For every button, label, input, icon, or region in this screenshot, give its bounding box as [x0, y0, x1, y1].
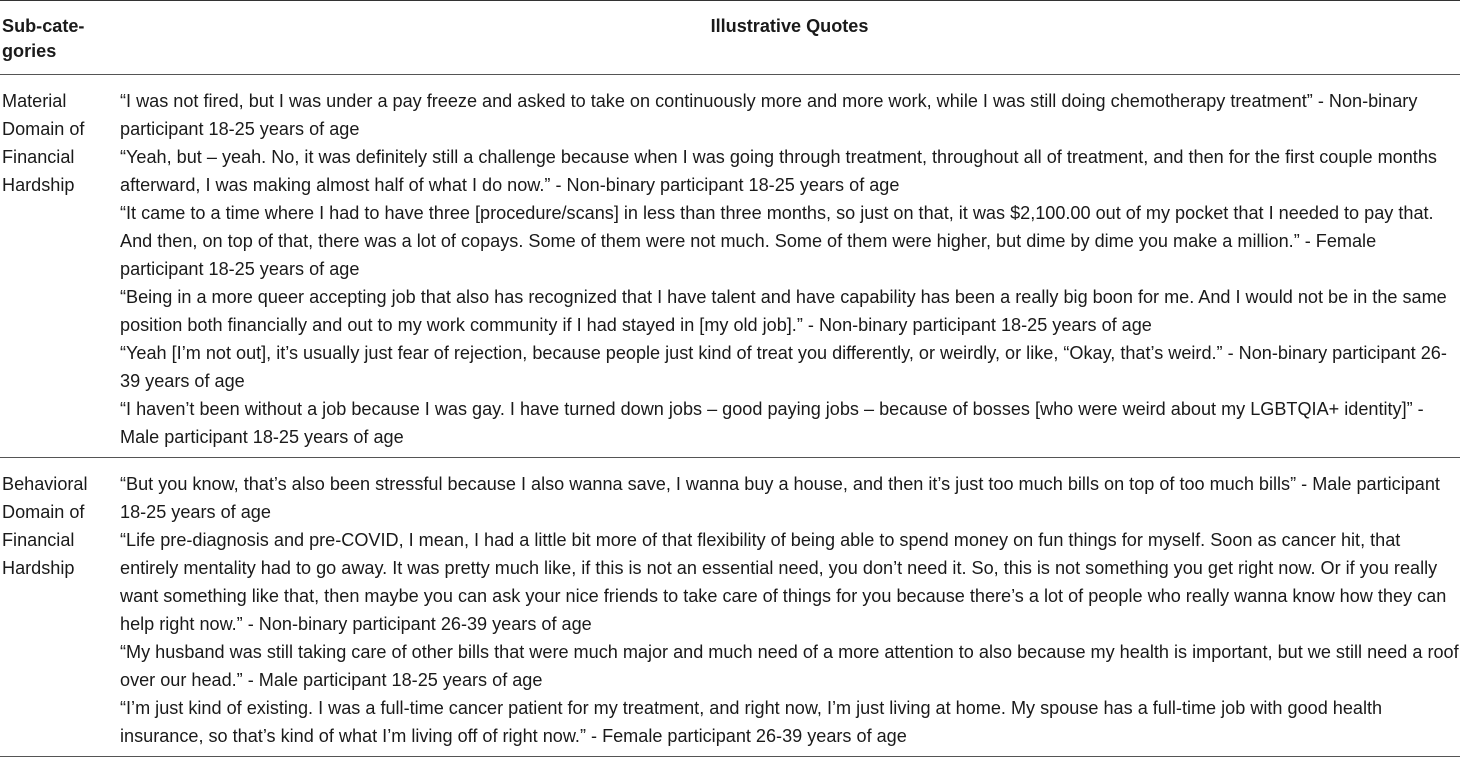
quote-attribution: - Non-binary participant 18-25 years of age: [120, 91, 1418, 139]
quote-attribution: - Non-binary participant 18-25 years of age: [802, 315, 1152, 335]
category-label: Material Domain of Financial Hardship: [2, 91, 85, 195]
quote-item: [120, 638, 1460, 694]
quote-text: “Life pre-diagnosis and pre-COVID, I mean, I had a little bit more of that flexibility of being able to spend money on fun things for myself. Soon as cancer hit, that entirely mentality had to go away. It was pretty much like, if this is not an essential need, you don’t need it. So, this is not something you get right now. Or if you really want something like that, then maybe you can ask your nice friends to take care of things for you because there’s a lot of people who really wanna know how they can help right now.”: [120, 530, 1447, 634]
table-row-behavioral: [0, 458, 1460, 757]
header-subcategories: Sub-cate- gories: [0, 1, 115, 75]
category-label: Behavioral Domain of Financial Hardship: [2, 474, 88, 578]
quote-item: [120, 526, 1460, 638]
quote-text: “But you know, that’s also been stressful because I also wanna save, I wanna buy a house, and then it’s just too much bills on top of too much bills”: [120, 474, 1297, 494]
quote-item: [120, 339, 1460, 395]
quote-attribution: - Male participant 18-25 years of age: [242, 670, 543, 690]
quote-attribution: - Non-binary participant 18-25 years of age: [550, 175, 900, 195]
category-cell-behavioral: [0, 458, 115, 757]
quote-text: “Yeah, but – yeah. No, it was definitely still a challenge because when I was going through treatment, throughout all of treatment, and then for the first couple months afterward, I was making almost half of what I do now.”: [120, 147, 1437, 195]
quote-text: “It came to a time where I had to have three [procedure/scans] in less than three months, so just on that, it was $2,100.00 out of my pocket that I needed to pay that. And then, on top of that, there was a lot of copays. Some of them were not much. Some of them were higher, but dime by dime you make a million.”: [120, 203, 1434, 251]
quote-text: “I haven’t been without a job because I was gay. I have turned down jobs – good paying jobs – because of bosses [who were weird about my LGBTQIA+ identity]”: [120, 399, 1413, 419]
quote-item: [120, 694, 1460, 750]
quote-item: [120, 143, 1460, 199]
quotes-cell-material: [115, 75, 1460, 458]
table-row-material: [0, 75, 1460, 458]
header-illustrative-quotes: Illustrative Quotes: [115, 1, 1460, 75]
quote-text: “Being in a more queer accepting job that also has recognized that I have talent and have capability has been a really big boon for me. And I would not be in the same position both financially and out to my work community if I had stayed in [my old job].”: [120, 287, 1447, 335]
quote-text: “I’m just kind of existing. I was a full-time cancer patient for my treatment, and right now, I’m just living at home. My spouse has a full-time job with good health insurance, so that’s kind of what I’m living off of right now.”: [120, 698, 1383, 746]
quote-attribution: - Female participant 26-39 years of age: [585, 726, 907, 746]
quote-item: [120, 199, 1460, 283]
quote-attribution: - Male participant 18-25 years of age: [120, 474, 1440, 522]
header-row: [0, 1, 1460, 75]
category-cell-material: [0, 75, 115, 458]
quote-text: “My husband was still taking care of other bills that were much major and much need of a more attention to also because my health is important, but we still need a roof over our head.”: [120, 642, 1459, 690]
quote-text: “Yeah [I’m not out], it’s usually just fear of rejection, because people just kind of treat you differently, or weirdly, or like, “Okay, that’s weird.”: [120, 343, 1223, 363]
quote-text: “I was not fired, but I was under a pay freeze and asked to take on continuously more and more work, while I was still doing chemotherapy treatment”: [120, 91, 1313, 111]
quote-item: [120, 283, 1460, 339]
quote-item: [120, 87, 1460, 143]
quotes-cell-behavioral: [115, 458, 1460, 757]
quote-item: [120, 395, 1460, 451]
quote-attribution: - Male participant 18-25 years of age: [120, 399, 1424, 447]
quote-item: [120, 470, 1460, 526]
quote-attribution: - Non-binary participant 26-39 years of age: [242, 614, 592, 634]
quote-attribution: - Female participant 18-25 years of age: [120, 231, 1377, 279]
quote-attribution: - Non-binary participant 26-39 years of age: [120, 343, 1447, 391]
